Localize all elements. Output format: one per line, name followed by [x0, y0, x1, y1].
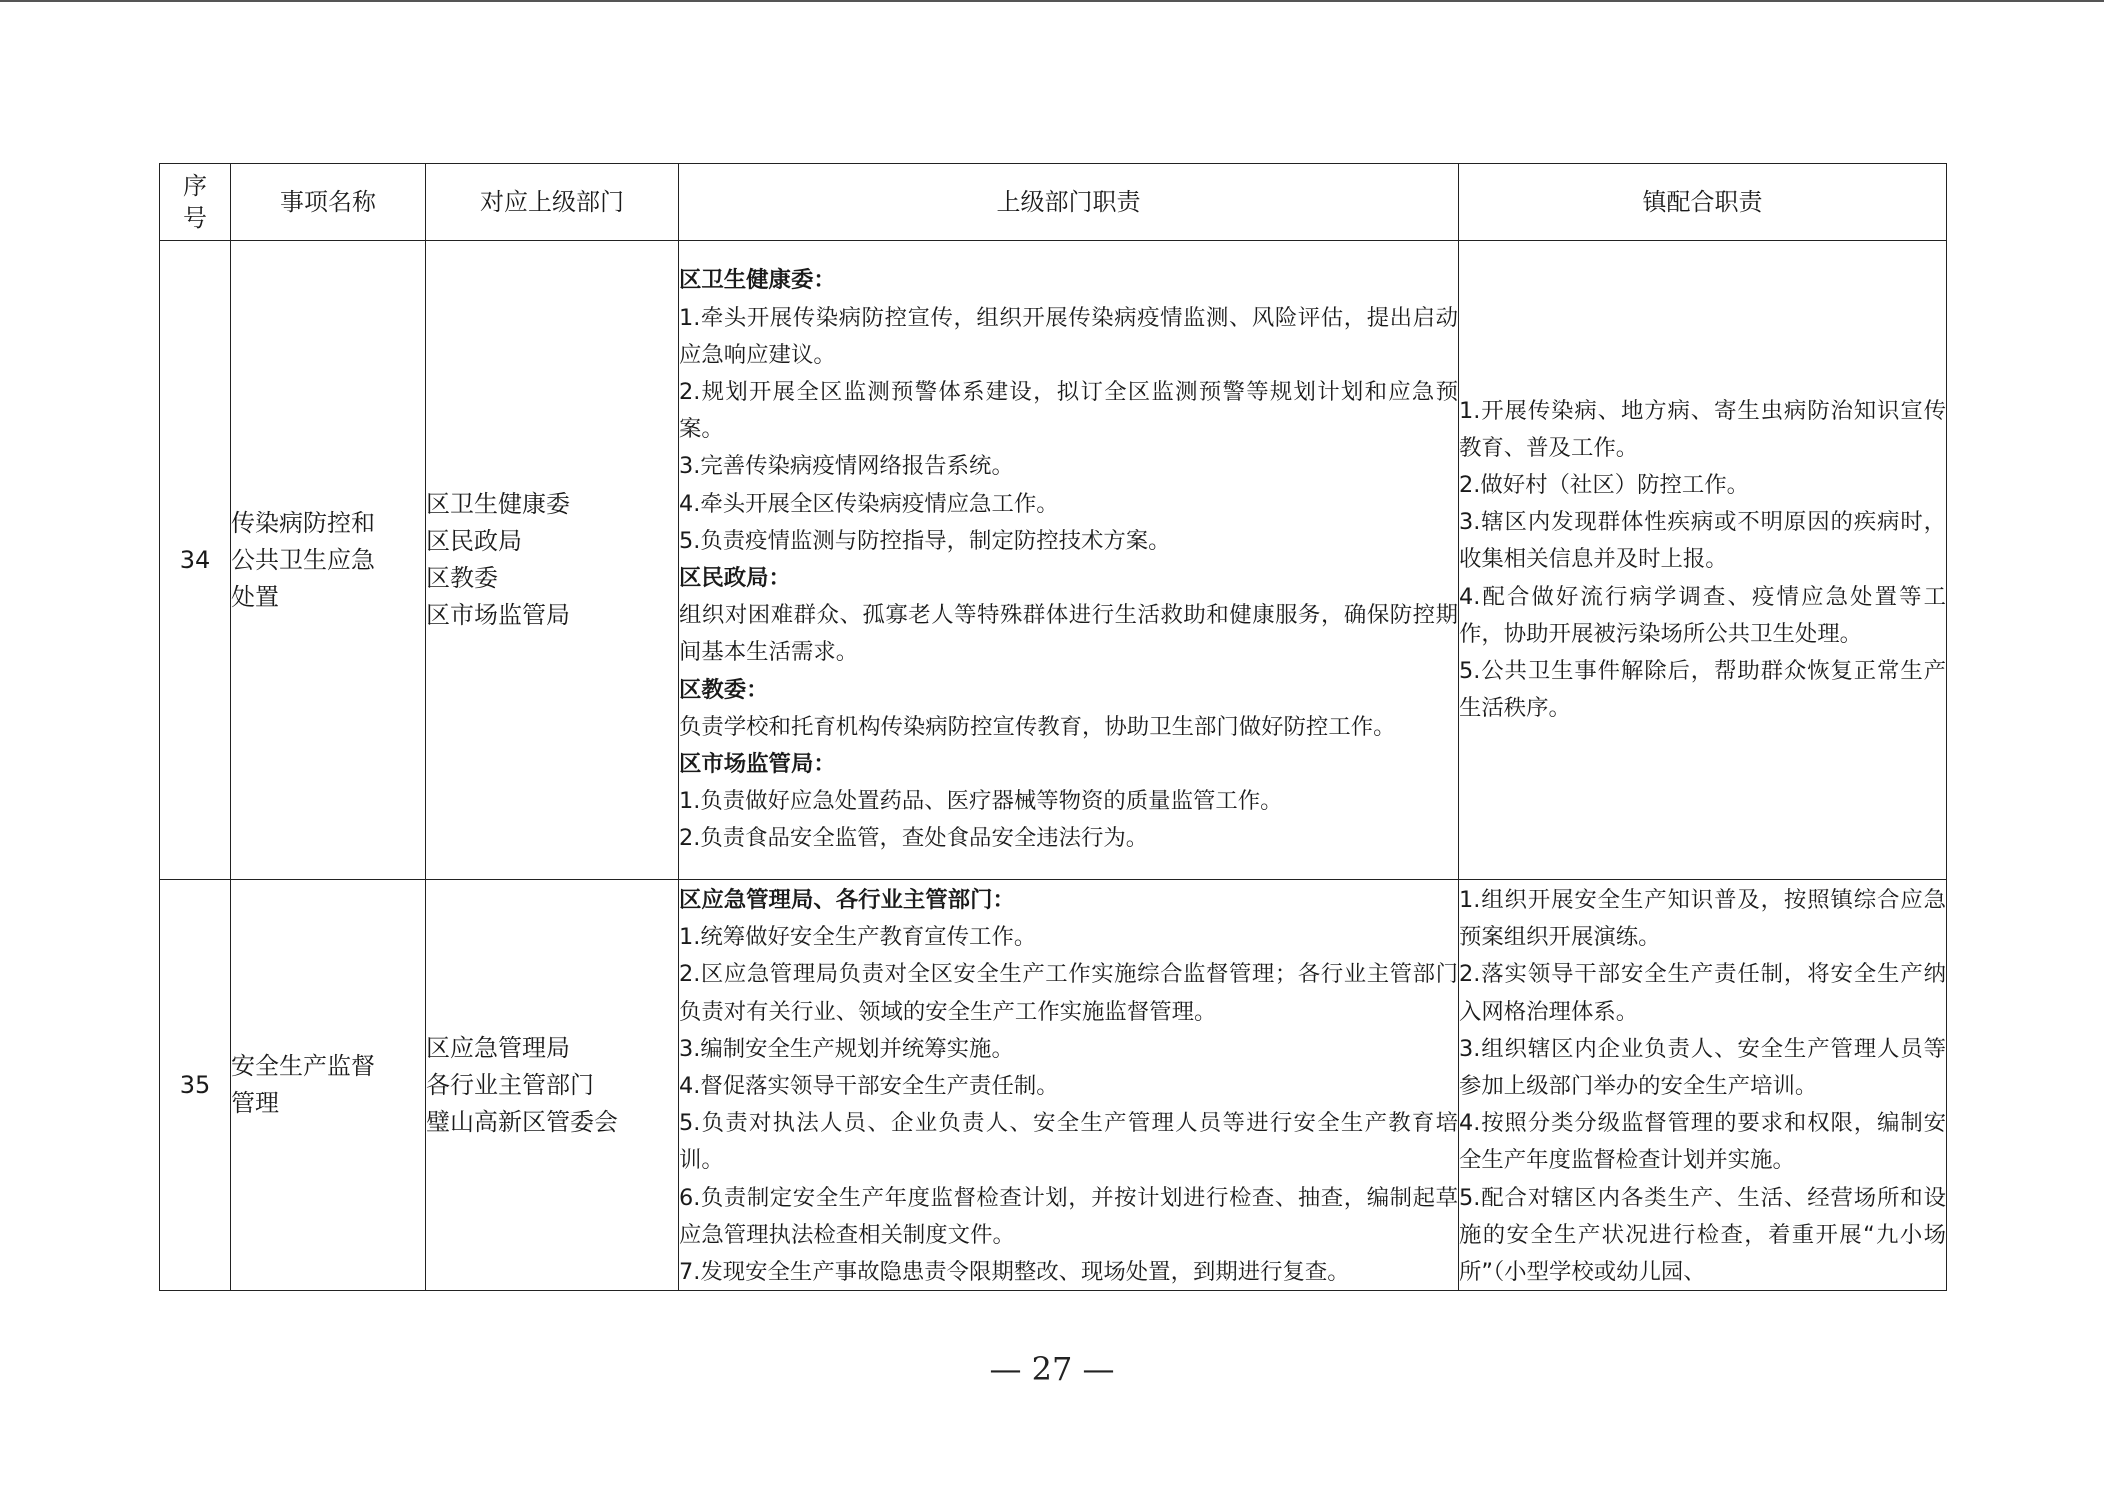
table-header-row: [160, 164, 1947, 241]
duty-item: 3.完善传染病疫情网络报告系统。: [679, 453, 1014, 480]
duty-item: 7.发现安全生产事故隐患责令限期整改、现场处置，到期进行复查。: [679, 1259, 1350, 1286]
item-name-line: 安全生产监督: [231, 1052, 375, 1080]
row-superior-duties: [679, 241, 1459, 880]
row-superior-depts: [426, 880, 679, 1291]
item-name-line: 公共卫生应急: [231, 545, 375, 574]
duty-item: 组织对困难群众、孤寡老人等特殊群体进行生活救助和健康服务，确保防控期间基本生活需求。: [679, 602, 1458, 666]
dept-name: 区市场监管局: [426, 601, 570, 629]
town-duty-item: 4.按照分类分级监督管理的要求和权限，编制安全生产年度监督检查计划并实施。: [1459, 1110, 1946, 1174]
header-superior-dept: 对应上级部门: [426, 164, 679, 241]
dept-name: 各行业主管部门: [426, 1070, 594, 1099]
duty-item: 2.规划开展全区监测预警体系建设，拟订全区监测预警等规划计划和应急预案。: [679, 378, 1458, 443]
duty-item: 1.统筹做好安全生产教育宣传工作。: [679, 924, 1037, 951]
duty-dept-heading: 区教委：: [679, 676, 769, 703]
duty-item: 3.编制安全生产规划并统筹实施。: [679, 1035, 1014, 1062]
item-name-line: 传染病防控和: [231, 508, 375, 537]
town-duty-item: 1.开展传染病、地方病、寄生虫病防治知识宣传教育、普及工作。: [1459, 397, 1946, 461]
header-town-duty: 镇配合职责: [1459, 164, 1947, 241]
duty-item: 2.负责食品安全监管，查处食品安全违法行为。: [679, 825, 1149, 852]
row-town-duties: [1459, 880, 1947, 1291]
town-duty-item: 1.组织开展安全生产知识普及，按照镇综合应急预案组织开展演练。: [1459, 887, 1946, 951]
dept-name: 区教委: [426, 564, 498, 592]
header-seq-line-2: 号: [183, 204, 207, 232]
item-name-line: 处置: [231, 582, 279, 611]
table-row: [160, 880, 1947, 1291]
page-number: — 27 —: [989, 1350, 1115, 1388]
row-seq: 35: [160, 880, 231, 1291]
page-top-rule: [0, 0, 2104, 2]
town-duty-item: 4.配合做好流行病学调查、疫情应急处置等工作，协助开展被污染场所公共卫生处理。: [1459, 583, 1946, 647]
responsibility-table: [159, 163, 1947, 1291]
duty-dept-heading: 区应急管理局、各行业主管部门：: [679, 887, 1015, 913]
town-duty-item: 3.辖区内发现群体性疾病或不明原因的疾病时，收集相关信息并及时上报。: [1459, 509, 1946, 573]
row-seq: 34: [160, 241, 231, 880]
town-duty-item: 5.公共卫生事件解除后，帮助群众恢复正常生产生活秩序。: [1459, 658, 1946, 722]
duty-item: 1.牵头开展传染病防控宣传，组织开展传染病疫情监测、风险评估，提出启动应急响应建议。: [679, 304, 1458, 368]
row-superior-depts: [426, 241, 679, 880]
duty-dept-heading: 区市场监管局：: [679, 751, 836, 778]
duty-item: 5.负责对执法人员、企业负责人、安全生产管理人员等进行安全生产教育培训。: [679, 1110, 1458, 1174]
duty-item: 1.负责做好应急处置药品、医疗器械等物资的质量监管工作。: [679, 788, 1283, 815]
header-seq-line-1: 序: [183, 172, 207, 200]
row-item-name: [231, 241, 426, 880]
header-seq: [160, 164, 231, 241]
dept-name: 区应急管理局: [426, 1033, 570, 1062]
town-duty-item: 5.配合对辖区内各类生产、生活、经营场所和设施的安全生产状况进行检查，着重开展“九小场所”（小型学校或幼儿园、: [1459, 1184, 1946, 1286]
row-town-duties: [1459, 241, 1947, 880]
duty-dept-heading: 区民政局：: [679, 565, 791, 591]
duty-item: 6.负责制定安全生产年度监督检查计划，并按计划进行检查、抽查，编制起草应急管理执法检查相关制度文件。: [679, 1184, 1458, 1248]
dept-name: 区民政局: [426, 527, 522, 555]
town-duty-item: 3.组织辖区内企业负责人、安全生产管理人员等参加上级部门举办的安全生产培训。: [1459, 1035, 1946, 1100]
town-duty-item: 2.做好村（社区）防控工作。: [1459, 471, 1750, 498]
duty-item: 5.负责疫情监测与防控指导，制定防控技术方案。: [679, 527, 1171, 554]
duty-item: 4.牵头开展全区传染病疫情应急工作。: [679, 490, 1059, 517]
table-row: [160, 241, 1947, 880]
dept-name: 璧山高新区管委会: [426, 1107, 618, 1136]
duty-dept-heading: 区卫生健康委：: [679, 267, 836, 294]
duty-item: 4.督促落实领导干部安全生产责任制。: [679, 1073, 1059, 1100]
duty-item: 2.区应急管理局负责对全区安全生产工作实施综合监督管理；各行业主管部门负责对有关行业、领域的安全生产工作实施监督管理。: [679, 961, 1458, 1025]
header-superior-duty: 上级部门职责: [679, 164, 1459, 241]
item-name-line: 管理: [231, 1089, 279, 1117]
town-duty-item: 2.落实领导干部安全生产责任制，将安全生产纳入网格治理体系。: [1459, 961, 1946, 1025]
duty-item: 负责学校和托育机构传染病防控宣传教育，协助卫生部门做好防控工作。: [679, 713, 1396, 740]
row-superior-duties: [679, 880, 1459, 1291]
header-item-name: 事项名称: [231, 164, 426, 241]
row-item-name: [231, 880, 426, 1291]
dept-name: 区卫生健康委: [426, 490, 570, 518]
